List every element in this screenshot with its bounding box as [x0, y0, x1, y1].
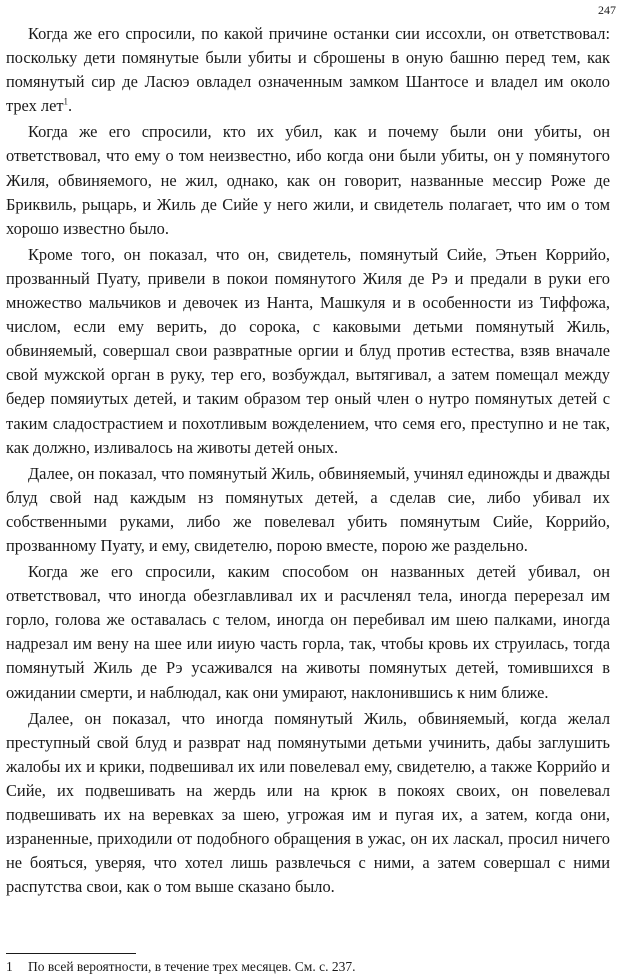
paragraph-1: [6, 22, 610, 118]
footnote-divider: [6, 953, 136, 954]
paragraph-3: Кроме того, он показал, что он, свидетель, помянутый Сийе, Этьен Коррийо, прозванный Пуату, привели в покои помянутого Жиля де Рэ и предали в руки его множество мальчиков и девочек из Нанта, Машкуля и в особенности из Тиффожа, числом, если ему верить, до сорока, с каковыми детьми помянутый Жиль, обвиняемый, совершал свои развратные оргии и блуд против естества, взяв вначале свой мужской орган в руку, тер его, возбуждал, вытягивал, а затем помещал между бедер помяиутых детей, и таким образом тер оный член о нутро помянутых детей с таким сладострастием и похотливым вожделением, что семя его, преступно и не так, как должно, изливалось на животы детей оных.: [6, 244, 610, 457]
paragraph-6: Далее, он показал, что иногда помянутый Жиль, обвиняемый, когда желал преступный свой блуд и разврат над помянутыми детьми учинить, дабы заглушить жалобы их и крики, подвешивал их или повелевал ему, свидетелю, а также Коррийо и Сийе, их подвешивать на жердь или на крюк в покоях своих, он повелевал подвешивать их на веревках за шею, угрожая им и пугая их, а затем, когда они, израненные, приходили от подобного обращения в ужас, он их ласкал, просил ничего не бояться, уверяя, что хотел лишь развлечься с ними, а затем совершал с ними распутства свои, как о том выше сказано было.: [6, 708, 610, 897]
footnote: [6, 958, 606, 976]
paragraph-4: Далее, он показал, что помянутый Жиль, обвиняемый, учинял единожды и дважды блуд свой над каждым нз помянутых детей, а сделав сие, либо убивал их собственными руками, либо же повелевал убить помянутым Сийе, Коррийо, прозванному Пуату, и ему, свидетелю, порою вместе, порою же раздельно.: [6, 463, 610, 555]
paragraph-2: Когда же его спросили, кто их убил, как и почему были они убиты, он ответствовал, что ему о том неизвестно, ибо когда они были убиты, он у помянутого Жиля, обвиняемого, не жил, однако, как он говорит, названные мессир Роже де Бриквиль, рыцарь, и Жиль де Сийе у него жили, и свидетель полагает, что им о том хорошо известно было.: [6, 122, 610, 238]
paragraph-5: Когда же его спросили, каким способом он названных детей убивал, он ответствовал, что иногда обезглавливал их и расчленял тела, иногда перерезал им горло, голова же оставалась с телом, иногда он перебивал им шею палками, иногда надрезал им вену на шее или ииую часть горла, так, чтобы кровь их струилась, тогда помянутый Жиль де Рэ усаживался на животы помянутых детей, томившихся в ожидании смерти, и наблюдал, как они умирают, наклонившись к ним ближе.: [6, 562, 610, 702]
footnote-text: По всей вероятности, в течение трех месяцев. См. с. 237.: [28, 959, 356, 974]
main-text: [6, 22, 610, 901]
paragraph-1-end: .: [68, 96, 73, 116]
footnote-number: 1: [6, 959, 13, 974]
footnote-ref: 1: [63, 96, 69, 107]
paragraph-1-text: Когда же его спросили, по какой причине останки сии иссохли, он ответствовал: поскольку дети помянутые были убиты и сброшены в оную башню перед тем, как помянутый сир де Ласюэ овладел означенным замком Шантосе и владел им около трех лет: [6, 24, 610, 116]
page-number: 247: [598, 3, 616, 17]
